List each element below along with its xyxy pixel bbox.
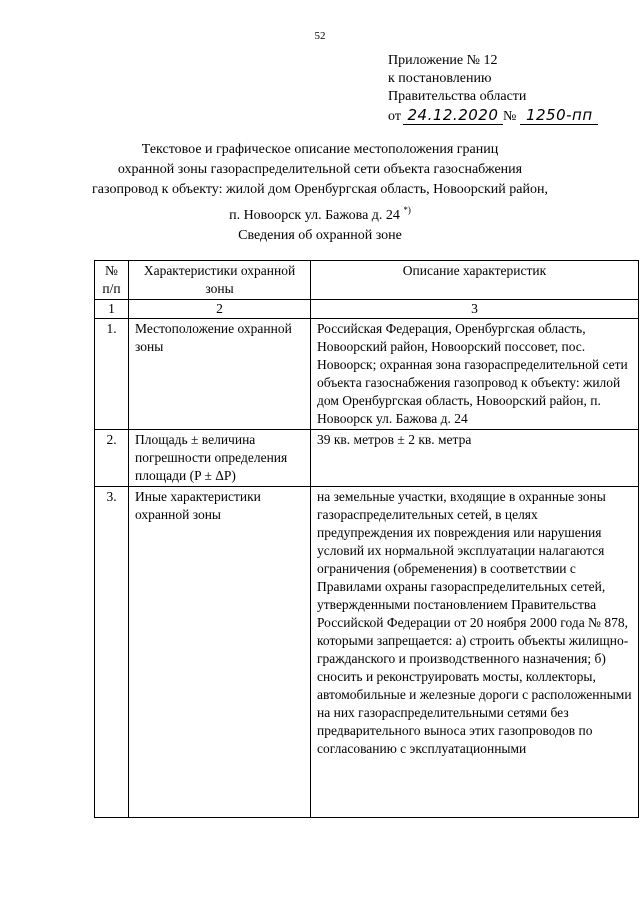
row-description: 39 кв. метров ± 2 кв. метра [311,430,639,487]
column-number-3: 3 [311,300,639,319]
column-number-2: 2 [129,300,311,319]
column-number-1: 1 [95,300,129,319]
title-line-4-text: п. Новоорск ул. Бажова д. 24 [229,208,400,223]
date-prefix: от [388,109,401,124]
row-characteristic: Местоположение охранной зоны [129,319,311,430]
table-row [95,430,639,487]
number-sign: № [502,109,517,124]
section-subtitle: Сведения об охранной зоне [238,228,402,243]
footnote-mark: *) [403,205,411,215]
row-number: 3. [95,487,129,818]
title-line-4 [60,200,580,226]
appendix-date-line [388,106,598,126]
row-number: 2. [95,430,129,487]
document-title [60,140,580,226]
row-description-cell [311,487,639,818]
handwritten-date: 24.12.2020 [403,106,503,125]
title-line-2: охранной зоны газораспределительной сети объекта газоснабжения [117,162,523,177]
row-description: Российская Федерация, Оренбургская область, Новоорский район, Новоорский поссовет, пос. Новоорск; охранная зона газораспределительной сети объекта газоснабжения газопровод к объекту: жилой дом Оренбургская область, Новоорский район, п. Новоорск ул. Бажова д. 24 [311,319,639,430]
header-cell-description: Описание характеристик [311,261,639,300]
row-description: на земельные участки, входящие в охранные зоны газораспределительных сетей, в целях предупреждения их повреждения или нарушения условий их нормальной эксплуатации налагаются ограничения (обременения) в соответствии с Правилами охраны газораспределительных сетей, утвержденными постановлением Правительства Российской Федерации от 20 ноября 2000 года № 878, которыми запрещается: а) строить объекты жилищно-гражданского и производственного назначения; б) сносить и реконструировать мосты, коллекторы, автомобильные и железные дороги с расположенными на них газораспределительными сетями без предварительного выноса этих газопроводов по согласованию с эксплуатационными [317,489,632,756]
protection-zone-table [94,260,639,818]
table-header-row [95,261,639,300]
table-row [95,487,639,818]
header-cell-number: № п/п [95,261,129,300]
appendix-line-2: к постановлению [388,71,492,86]
row-characteristic: Иные характеристики охранной зоны [129,487,311,818]
header-cell-characteristics: Характеристики охранной зоны [129,261,311,300]
row-characteristic: Площадь ± величина погрешности определения площади (P ± ΔP) [129,430,311,487]
title-line-3: газопровод к объекту: жилой дом Оренбургская область, Новоорский район, [92,182,548,197]
table-row [95,319,639,430]
page-number: 52 [314,30,326,42]
table-column-number-row [95,300,639,319]
appendix-block [388,52,598,126]
handwritten-number: 1250-пп [520,106,598,125]
appendix-line-3: Правительства области [388,89,527,104]
row-number: 1. [95,319,129,430]
title-line-1: Текстовое и графическое описание местоположения границ [141,142,499,157]
appendix-line-1: Приложение № 12 [388,53,498,68]
